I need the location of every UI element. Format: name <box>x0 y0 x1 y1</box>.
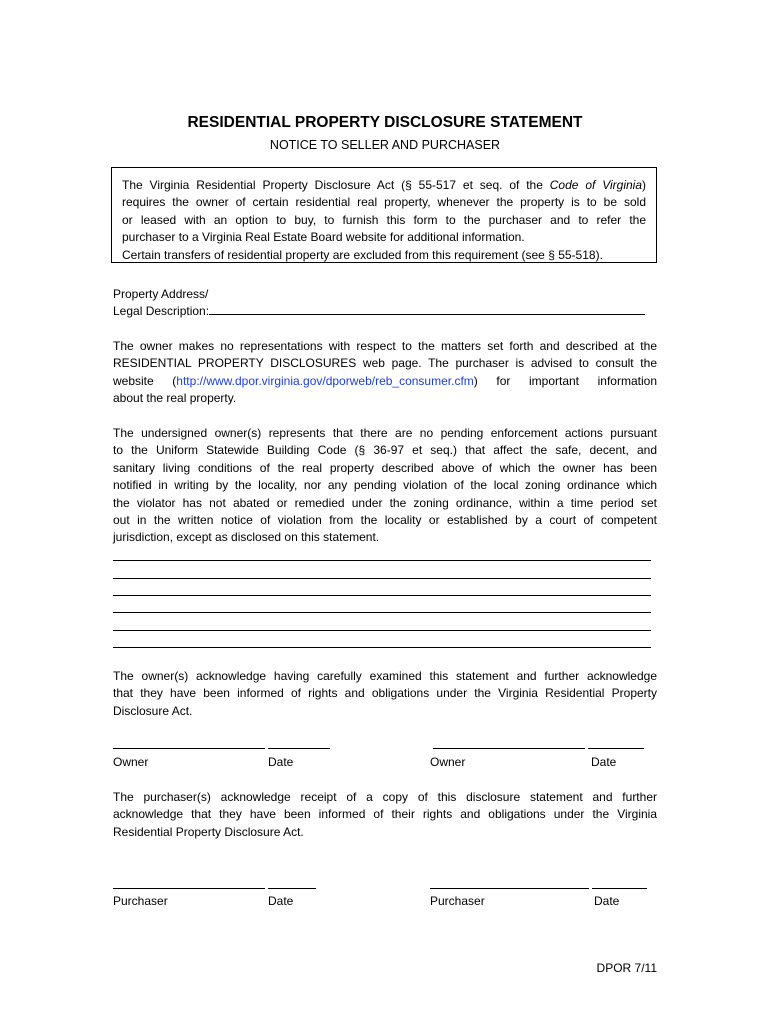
purchaser-1-date-label: Date <box>268 894 294 908</box>
purchaser-1-label: Purchaser <box>113 894 168 908</box>
owner-ack-line-3: Disclosure Act. <box>113 703 193 718</box>
dpor-website-link[interactable]: http://www.dpor.virginia.gov/dporweb/reb_consumer.cfm <box>176 373 474 388</box>
owner-statement-line-2: RESIDENTIAL PROPERTY DISCLOSURES web page. The purchaser is advised to consult the <box>113 356 657 371</box>
owner-1-date-label: Date <box>268 755 294 769</box>
notice-box <box>111 167 657 263</box>
disclosure-blank-line[interactable] <box>113 630 651 631</box>
purchaser-2-date-line[interactable] <box>592 888 647 889</box>
property-address-label: Property Address/ <box>113 287 209 301</box>
purchaser-1-date-line[interactable] <box>268 888 316 889</box>
notice-line-4: purchaser to a Virginia Real Estate Board website for additional information. <box>122 230 525 245</box>
owner-2-signature-line[interactable] <box>433 748 585 749</box>
enforcement-paragraph <box>113 425 657 547</box>
purchaser-2-date-label: Date <box>594 894 620 908</box>
property-address-section <box>113 286 657 321</box>
form-subtitle: NOTICE TO SELLER AND PURCHASER <box>269 138 501 152</box>
enforcement-line: out in the written notice of violation from the locality or established by a court of competent <box>113 513 657 528</box>
form-title: RESIDENTIAL PROPERTY DISCLOSURE STATEMENT <box>187 114 583 131</box>
owner-2-date-line[interactable] <box>588 748 644 749</box>
enforcement-line: the violator has not abated or remedied under the zoning ordinance, within a time period set <box>113 495 657 510</box>
purchaser-ack-line-2: acknowledge that they have been informed of their rights and obligations under the Virginia <box>113 807 657 822</box>
enforcement-line: sanitary living conditions of the real property described above of which the owner has been <box>113 460 657 475</box>
owner-1-signature-line[interactable] <box>113 748 265 749</box>
owner-statement-line-3: website (http://www.dpor.virginia.gov/dporweb/reb_consumer.cfm) for important information <box>113 373 657 388</box>
owner-1-label: Owner <box>113 755 149 769</box>
disclosure-blank-line[interactable] <box>113 612 651 613</box>
owner-ack-line-1: The owner(s) acknowledge having carefully examined this statement and further acknowledge <box>113 669 657 683</box>
enforcement-line-last: jurisdiction, except as disclosed on this statement. <box>113 530 380 545</box>
purchaser-ack-line-3: Residential Property Disclosure Act. <box>113 824 304 839</box>
legal-description-row <box>113 303 657 320</box>
purchaser-2-signature-line[interactable] <box>430 888 589 889</box>
owner-2-label: Owner <box>430 755 466 769</box>
owner-statement-line-1: The owner makes no representations with respect to the matters set forth and described at the <box>113 339 657 353</box>
disclosure-blank-line[interactable] <box>113 595 651 596</box>
notice-line-1: The Virginia Residential Property Disclosure Act (§ 55-517 et seq. of the Code of Virginia) <box>122 178 647 192</box>
owner-ack-line-2: that they have been informed of rights and obligations under the Virginia Residential Property <box>113 686 657 701</box>
purchaser-acknowledgement-paragraph <box>113 789 657 841</box>
notice-line-3: or leased with an option to buy, to furnish this form to the purchaser and to refer the <box>122 212 646 227</box>
purchaser-1-signature-line[interactable] <box>113 888 265 889</box>
enforcement-line: to the Uniform Statewide Building Code (§ 36-97 et seq.) that affect the safe, decent, and <box>113 443 657 458</box>
purchaser-ack-line-1: The purchaser(s) acknowledge receipt of a copy of this disclosure statement and further <box>113 790 657 804</box>
disclosure-blank-line[interactable] <box>113 647 651 648</box>
enforcement-line: notified in writing by the locality, nor any pending violation of the local zoning ordinance which <box>113 478 657 493</box>
notice-line-2: requires the owner of certain residential real property, whenever the property is to be sold <box>122 195 646 210</box>
owner-1-date-line[interactable] <box>268 748 330 749</box>
disclosure-blank-line[interactable] <box>113 578 651 579</box>
enforcement-line: The undersigned owner(s) represents that there are no pending enforcement actions pursuant <box>113 426 657 440</box>
legal-description-label: Legal Description: <box>113 304 210 319</box>
owner-statement-paragraph <box>113 338 657 408</box>
form-version-footer: DPOR 7/11 <box>596 961 657 975</box>
legal-description-field[interactable] <box>209 303 645 315</box>
owner-2-date-label: Date <box>591 755 617 769</box>
notice-line-5: Certain transfers of residential property are excluded from this requirement (see § 55-518). <box>122 247 603 262</box>
purchaser-2-label: Purchaser <box>430 894 485 908</box>
owner-acknowledgement-paragraph <box>113 668 657 720</box>
disclosure-blank-line[interactable] <box>113 560 651 561</box>
owner-statement-line-4: about the real property. <box>113 391 237 406</box>
